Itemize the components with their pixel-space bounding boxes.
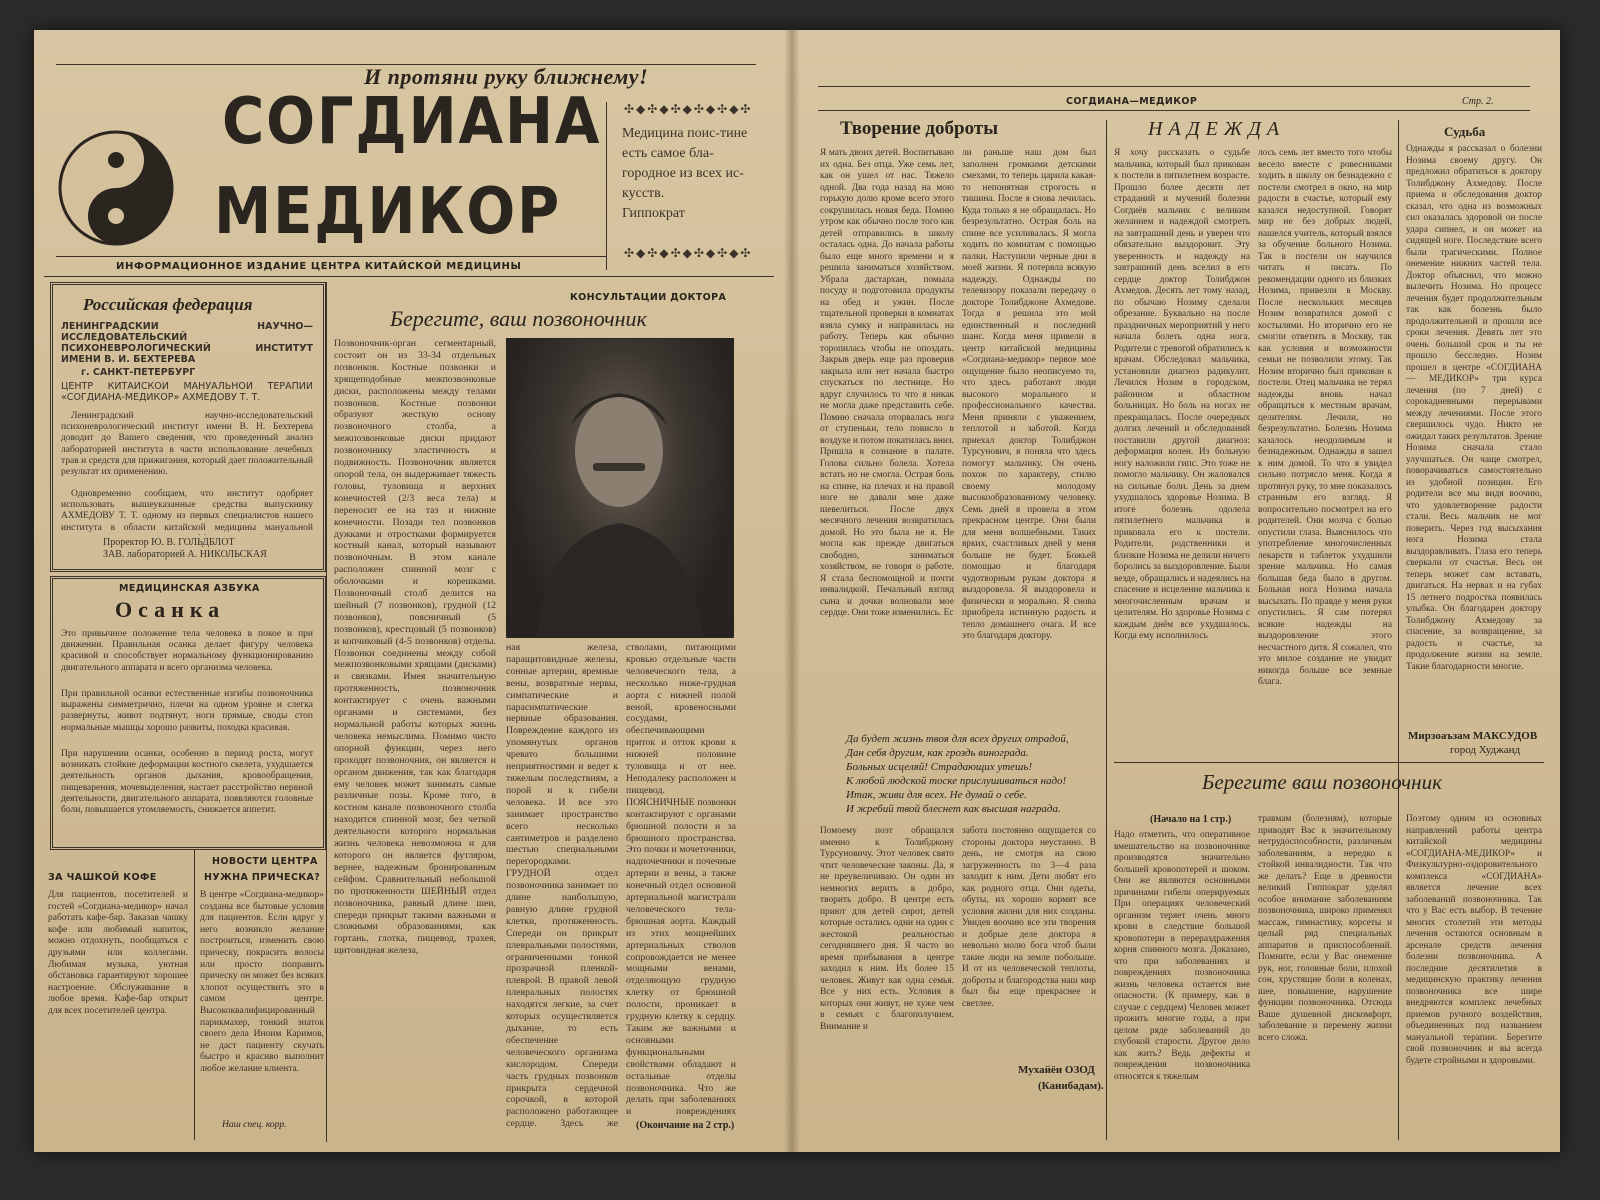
consult-title: Берегите, ваш позвоночник	[390, 306, 647, 331]
epigraph-divider	[606, 102, 607, 270]
russia-box-para-1: Ленинградский научно-исследовательский психоневрологический институт имени В. Н. Бехтерева доводит до Вашего сведения, что проведенный анализ лабораторией института в части использование лечебных трав и средств для прижигания, который дает положительный результат их применению.	[61, 411, 313, 478]
front-page	[34, 30, 786, 1152]
epigraph-ornament-bottom: ✣◆✣◆✣◆✣◆✣◆✣	[624, 246, 753, 260]
poem-line-1: Да будет жизнь твоя для всех других отрадой,	[846, 733, 1069, 745]
sudba-signature: Мирзоаъзам МАКСУДОВ	[1408, 730, 1538, 742]
news-subtitle: НУЖНА ПРИЧЕСКА?	[204, 872, 321, 883]
russia-box-city: г. САНКТ-ПЕТЕРБУРГ	[81, 367, 196, 378]
epigraph-ornament-top: ✣◆✣◆✣◆✣◆✣◆✣	[624, 102, 753, 116]
consult-col-1: Позвоночник-орган сегментарный, состоит он из 33-34 отдельных позвонков. Костные позвонки и хрящеподобные межпозвонковые диски, расположены между телами позвонков. Костные позвонки образуют жесткую основу позвоночного столба, а межпозвонковые диски придают позвоночнику эластичность и подвижность. Позвоночник является опорой тела, он выдерживает тяжесть головы, туловища и верхних конечностей (2/3 веса тела) и переносит ее на таз и нижние конечности. Позади тел позвонков дужками и отростками формируется костный канал, который называют позвоночным. В этом канале расположен спинной мозг с оболочками и корешками. Позвоночный столб делится на шейный (7 позвонков), грудной (12 позвонков), поясничный (5 позвонков), крестцовый (5 позвонков) и копчиковый (4-5 позвонков) отделы. Позвонки соединены между собой межпозвонковыми хрящами (дисками) и связками. Имея значительную протяженность, позвоночник контактирует с очень важными органами и системами, без нормальной работы которых жизнь человека немыслима. Помимо чисто опорной функции, через него проходят позвоночник, он является и органом движения, так как благодаря ему человек может занимать самые различные позы. Кроме того, в костном канале позвоночного столба находится спинной мозг, без четкой деятельности которого нормальная жизнь человека невозможна и для которого он является футляром, вернее, надежным бронированным сейфом. Сравнительный небольшой по протяженности ШЕЙНЫЙ отдел позвоночника, равный длине шеи, спереди прикрыт такими важными и сложными образованиями, как гортань, глотка, пищевод, трахея, щитовидная железа,	[334, 338, 496, 957]
newspaper-sheet	[34, 30, 1560, 1152]
russia-box-sign-1: Проректор Ю. В. ГОЛЬДБЛОТ	[103, 537, 235, 548]
russia-box-title: Российская федерация	[83, 295, 253, 314]
russia-box-recipient: ЦЕНТР КИТАЙСКОЙ МАНУАЛЬНОЙ ТЕРАПИИ «СОГДИАНА-МЕДИКОР» АХМЕДОВУ Т. Т.	[61, 381, 313, 403]
russia-box-sign-2: ЗАВ. лабораторией А. НИКОЛЬСКАЯ	[103, 549, 267, 560]
masthead-line-1: СОГДИАНА	[222, 85, 602, 159]
masthead-bottom-rule	[44, 276, 774, 277]
consult-ending: (Окончание на 2 стр.)	[636, 1120, 735, 1131]
russia-letter-box	[50, 282, 326, 572]
tvorenie-col-3: Помоему поэт обращался именно к Толибджону Турсуновичу. Этот человек свято чтит человеческие законы. Да, я не преувеличиваю. Он один из немногих верить в добро, творить добро. В центре есть приют для детей сирот, детей которые остались одни на один с жестокой реальностью сегодняшнего дня. Я часто во время прибывания в центре заходил к ним. Их более 15 человек. Живут как одна семья. Все у них есть. Условия в которых они живут, не хуже чем в семьях с благополучием. Внимание и	[820, 826, 954, 1032]
slogan: И протяни руку ближнему!	[364, 64, 649, 89]
nadezhda-col-1: Я хочу рассказать о судьбе мальчика, который был прикован к постели в пятилетнем возрасте. Прошло более десяти лет страданий и мучений болезни Согдиёв мальчик с великим желанием и надеждой смотреть на завтрашний день и уверен что обязательно выздоровит. Эту уверенность и надежду на завтрашний день вселил в его сердце доктор Толибджон Ахмедов. Десять лет тому назад, по обычаю Нозиму сделали обрезание. Буквально на после праздничных мероприятий у него начала болеть одна нога. Родители с тревогой обратились к врачам. Обследовал мальчика, установили диагноз радикулит. Лечился Нозим в городском, районном и областном больницах. Но боль на ногах не прекращалась. После очередных долгих лечений и обследований поставили другой диагноз: деформация колен. Из больную ногу наложили гипс. Это тоже не помогло мальчику. Он жаловался на сильные боли. День за днем ухудшалось здоровье Нозима. В итоге болезнь одолела пятилетнего мальчика в приковала его к постели. Родители, родственники и близкие Нозима не делили ничего боролись за выздоровление. Были везде, обращались и надеялись на спасение и исцеление мальчика к многочисленным врачам и целителям. Но здоровье Нозима с каждым днём все ухудшалось. Когда ему исполнилось	[1114, 148, 1250, 641]
sudba-place: город Худжанд	[1450, 744, 1521, 756]
beregite2-col-1: Надо отметить, что оперативное вмешательство на позвоночнике производятся значительно большей кровопотерей и шоком. Они же являются основными причинами гибели оперируемых При операциях человеческий организм теряет очень много крови в следствие большой кровопотери в перераздражения корня спинного мозга. Доказано, что при заболеваниях и повреждениях позвоночника жизнь человека остается вне опасности. (К примеру, как в случае с сердцем) Человек может прожить многие годы, а при целом ряде заболеваний до глубокой старости. Другое дело как жить? Ведь дефекты и повреждения позвоночника относятся к тяжелым	[1114, 830, 1250, 1082]
coffee-text: Для пациентов, посетителей и гостей «Согдиана-медикор» начал работать кафе-бар. Заказав чашку кофе или любимый напиток, можно отдохнуть, пообщаться с друзьями или коллегами. Любимая музыка, уютная обстановка гарантируют хорошее настроение. Обслуживание в любое время. Кафе-бар открыт для всех посетителей центра.	[48, 890, 188, 1016]
sudba-title: Судьба	[1444, 124, 1486, 139]
tvorenie-place: (Канибадам).	[1038, 1080, 1104, 1092]
tvorenie-poem	[846, 732, 1106, 816]
news-title: НОВОСТИ ЦЕНТРА	[212, 856, 318, 867]
running-head-rule-top	[818, 86, 1530, 87]
poem-line-6: И жребий твой блеснет как высшая награда.	[846, 803, 1061, 815]
page-two	[798, 30, 1560, 1152]
sudba-divider	[1398, 120, 1399, 1140]
tvorenie-col-4: забота постоянно ощущается со стороны доктора неустанно. В день, не смотря на свою загруженность по 3—4 раза заходит к ним. Дети любят его как родного отца. Они одеты, обуты, их хорошо кормят все условия жизни для них созданы. Увидев воочию все эти творения и добрые деле доктора я невольно молю бога чтоб были такие люди на земле побольше. И от их человеческой теплоты, доброты и благородства наш мир был бы еще прекраснее и светлее.	[962, 826, 1096, 1009]
news-text: В центре «Согдиана-медикор» созданы все бытовые условия для пациентов. Если вдруг у него возникло желание построиться, изменить свою прическу, покрасить волосы или просто поправить прическу он может без всяких хлопот осуществить это в самом центре. Высококвалифицированный парикмахер, тонкий знаток своего дела Иноим Каримов, не даст пациенту скучать быстро и красиво выполнит любое желание клиента.	[200, 890, 324, 1074]
azbuka-rubric: МЕДИЦИНСКАЯ АЗБУКА	[119, 583, 260, 594]
tvorenie-title: Творение доброты	[840, 118, 999, 139]
consult-col-2: ная железа, паращитовидные железы, сонные артерии, яремные вены, возвратные нервы, симпатические и парасимпатические нервные образования. Повреждение каждого из упомянутых органов чревато большими неприятностями и ведет к тяжелым последствиям, а порой и к гибели человека. И все это занимает пространство всего несколько сантиметров и разделено шестью специальными перегородками. ГРУДНОЙ отдел позвоночника занимает по длине наибольшую, равную длине грудной клетки, протяженность. Спереди он прикрыт плевральными полостями, ограниченными тонкой прозрачной пленкой-плеврой. В правой левой плевральных полостях находятся легкие, за счет которых осуществляется дыхание, то есть обеспечение человеческого организма кислородом. Спереди часть грудных позвонков прикрыта сердечной сорочкой, в которой расположено работающее сердце. Здесь же	[506, 642, 618, 1128]
tvorenie-col-1: Я мать двоих детей. Воспитываю их одна. Без отца. Уже семь лет, как он ушел от нас. Тяжело одной. Два года назад на мою горькую долю кроме всего этого сокрушилась новая беда. Помню утром как обычно после того как детей отправились в школу осталась одна. До начала работы было еще много времени и я решила заниматься хозяйством. Убрала дастархан, помыла посуду и подготовила продукты на обед и ужин. После тщательной проверки в комнатах взяла сумку и направилась на работу. Теперь как обычно торопилась чтобы не опоздать. Закрыв дверь еще раз проверив закрыла или нет начала быстро спускаться по лестнице. Но вдруг случилось то что я никак не могла даже представить себе. Помню сначала оторвалась нога от ступеньки, тело повисло в воздухе и потом покатилась вниз. Пришла в сознание в палате. Голова сильно болела. Хотела встать но не смогла. Острая боль на спине, на плечах и на правой ноге не давали мне даже шевелиться. После двух месячного лечения возвратилась домой. Но это была не я. Не могла как прежде двигаться свободно, заниматься хозяйством, не говоря о работе. Я стала беспомощной и почти инвалидкой. Печальный взгляд сына и дочки волновали мое сердце. Они тоже изменились. Ес	[820, 148, 954, 618]
doctor-portrait-icon	[507, 339, 733, 637]
beregite2-rule	[1114, 762, 1544, 763]
tvorenie-col-2: ли раньше наш дом был заполнен громкими детскими смехами, то теперь царила какая-то непонятная строгость и тишина. После я снова лечилась. Куда только я не обращалась. Но безрезультатно. Острая боль на спине все усиливалась. Я могла ходить по комнатам с помощью палки. Наступили черные дни в моей жизни. Я потеряла всякую надежду. Однажды по телевизору показали передачу о докторе Толибджоне Ахмедове. Тогда я решила это мой единственный и последний шанс. Когда меня привели в центр китайской медицины «Согдиана-медикор» первое мое ощущение было неописуемо то, что здесь работают люди высокого морального и профессионального качества. Меня приняли с уважением, теплотой и заботой. Когда приехал доктор Толибджон Турсунович, я поняла что здесь помогут мальчику. Он очень похож по характеру, стилю своему молодому высокообразованному человеку. Семь дней я провела в этом прекрасном центре. Они были для меня волшебными. Таких ярких, счастливых дней у меня больше не будет. Божьей помощью и благодаря чудотворным рукам доктора я выздоровела. Я выздоровела и физически и морально. Я снова приобрела истинную радость и тепло домашнего очага. И все это благодаря доктору.	[962, 148, 1096, 641]
beregite2-col-3: Поэтому одним из основных направлений работы центра китайской медицины «СОГДИАНА-МЕДИКОР» и Физкультурно-оздоровительного комплекса «СОГДИАНА» является лечение всех заболеваний позвоночника. Так что у Вас есть выбор. В течение многих столетий эти методы лечения остаются основным в арсенале средств лечения болезни позвоночника. А последние десятилетия в медицинскую практику лечения позвоночника все шире внедряются комплекс лечебных приемов ручного воздействия, объединенных под названием мануальной терапии. Берегите свой позвоночник и вы всегда будете стройными и здоровыми.	[1406, 814, 1542, 1066]
beregite2-col-2: травмам (болезням), которые приводят Вас к значительному нетрудоспособности, различным заболеваниям, а нередко к стойкой инвалидности. Так что же делать? Еще в древности великий Гиппократ уделял особое внимание заболеваниям позвоночника, широко применял массаж, гимнастику, корсеты и целый ряд специальных аппаратов и приспособлений. Помните, если у Вас онемение рук, ног, головные боли, плохой сон, хрустящие боли в коленах, шее, повышение, нарушение функции позвоночника. Отсюда Ваше душевной дискомфорт, заболевание и перемену жизни всего сложа.	[1258, 814, 1392, 1043]
masthead-subtitle: ИНФОРМАЦИОННОЕ ИЗДАНИЕ ЦЕНТРА КИТАЙСКОЙ МЕДИЦИНЫ	[116, 261, 522, 272]
yin-yang-icon	[56, 128, 176, 248]
beregite2-start-note: (Начало на 1 стр.)	[1150, 814, 1232, 825]
news-sign: Наш спец. корр.	[222, 1120, 287, 1130]
running-head: СОГДИАНА—МЕДИКОР	[1066, 96, 1198, 107]
poem-line-2: Дан себя другим, как гроздь винограда.	[846, 747, 1029, 759]
doctor-photo	[506, 338, 734, 638]
yin-yang-logo	[56, 128, 176, 248]
russia-box-addressee: ЛЕНИНГРАДСКИЙ НАУЧНО—ИССЛЕДОВАТЕЛЬСКИЙ ПСИХОНЕВРОЛОГИЧЕСКИЙ ИНСТИТУТ ИМЕНИ В. И. БЕХТЕРЕВА	[61, 321, 313, 365]
poem-line-5: Итак, живи для всех. Не думай о себе.	[846, 789, 1027, 801]
consult-col-3: стволами, питающими кровью отдельные части человеческого тела, а несколько ниже-грудная аорта с нижней полой веной, кровеносными сосудами, обеспечивающими приток и отток крови к нижней половине туловища и от нее. Неподалеку расположен и пищевод. ПОЯСНИЧНЫЕ позвонки контактируют с органами брюшной полости и за брюшного пространства. Это почки и мочеточники, надпочечники и почечные артерии и вены, а также конечный отдел основной артериальной магистрали человеческого тела-брюшная аорта. Каждый из этих мощнейших артериальных стволов сопровождается не менее мощными венами, отделяющую грудную клетку от брюшной полости, проникает в грудную клетку к сердцу. Таким же важными и основными функциональными свойствами обладают и остальные отделы позвоночника. Что же делать при заболеваниях и повреждениях	[626, 642, 736, 1118]
poem-line-3: Больных исцеляй! Страдающих утешь!	[846, 761, 1033, 773]
page-number: Стр. 2.	[1462, 96, 1494, 107]
coffee-title: ЗА ЧАШКОЙ КОФЕ	[48, 872, 157, 883]
azbuka-title: Осанка	[115, 597, 226, 622]
running-head-rule-bottom	[818, 110, 1530, 111]
masthead-line-2: МЕДИКОР	[214, 175, 562, 249]
poem-line-4: К любой людской тоске прислушиваться надо!	[846, 775, 1067, 787]
consult-rubric: КОНСУЛЬТАЦИИ ДОКТОРА	[570, 292, 727, 303]
russia-box-para-2: Одновременно сообщаем, что институт одобряет использовать вышеуказанные средства выпускнику АХМЕДОВУ Т. Т. одному из первых специалистов нашего института в области китайской медицины мануальной	[61, 489, 313, 533]
azbuka-para-3: При нарушении осанки, особенно в период роста, могут возникать стойкие деформации костного скелета, ухудшается деятельность органов дыхания, кровообращения, пищеварения, мочевыделения, настает расстройство нервной деятельности, двигательного аппарата, появляются головные боли, повышается утомляемость, снижается аппетит.	[61, 749, 313, 816]
beregite2-title: Берегите ваш позвоночник	[1202, 770, 1442, 794]
right-col-divider	[1106, 120, 1107, 1140]
left-col-divider	[326, 282, 327, 1142]
coffee-news-divider	[194, 850, 195, 1140]
sudba-text: Однажды я рассказал о болезни Нозима своему другу. Он предложил обратиться к доктору Толибджону Ахмедову. После приема и обследования доктор сказал, что одна из возможных сил оказалась здоровой он после удара сипнел, и он может на сидящей ноге. Последствие всего были трагическими. Полное онемение нижних частей тела. Доктор объяснил, что можно вылечить Нозима. Но процесс лечения будет продолжительным так как болезнь было продолжительной и прошли все сроки лечения. Девять лет это очень большой срок и ты не прошло бесследно. Нозим прошел в центре «СОГДИАНА — МЕДИКОР» три курса лечения (по 7 дней) с сорокадневными перерывами между лечениями. После этого свершилось чудо. Никто не ожидал таких результатов. Зрение Нозима сначала стало улучшаться. Он чаще смотрел, поворачиваться самостоятельно из удобной позиции. Его родители все мы видя воочию, что удовлетворение радости стали. Весь мальчик не мог поверить. Через год высыхания нога Нозима стала выздоравливать. Глаза его теперь сверкали от счастья. Весь он теперь может сам вставать, двигаться. На нервах и на губах 15 летнего подростка появилась улыбка. Он благодарен доктору Толибджону Ахмедову за спасение, за возвращение, за радость и счастье, за продолжение жизни на земле. Такие благодарности многие.	[1406, 144, 1542, 672]
azbuka-para-1: Это привычное положение тела человека в покое и при движении. Правильная осанка делает фигуру человека красивой и способствует нормальному функционированию двигательного аппарата и всего организма человека.	[61, 629, 313, 673]
azbuka-box	[50, 576, 326, 850]
azbuka-para-2: При правильной осанки естественные изгибы позвоночника выражены симметрично, плечи на одном уровне и слегка развернуты, живот подтянут, ноги прямые, своды стоп нормальные мышцы хорошо развиты, походка красивая.	[61, 689, 313, 733]
tvorenie-signature: Мухайёи ОЗОД	[1018, 1064, 1095, 1076]
epigraph-text: Медицина поис-тине есть самое бла-городное из всех ис-кусств.	[622, 126, 748, 201]
nadezhda-col-2: лось семь лет вместо того чтобы весело вместе с ровесниками ходить в школу он безнадежно с постели смотрел в окно, на мир радости в счастье, который ему казался недоступной. Говорят мир не без добрых людей, нашелся учитель, который взялся за обучение больного Нозима. Так в постели он научился читать и писать. По рекомендации одного из близких Нозима, привезли в Москву. После нескольких месяцев Нозим возвратился домой с костылями. Но вторично его не смогли ответить в Москву, так как условия и возможности семьи не позволили этому. Так Нозим вторично был прикован к постели. Отец мальчика не терял надежды вновь начал обращаться к местным врачам, целителям. Лечили, но безрезультатно. Болезнь Нозима казалось неодолимым и безнадежным. Однажды я зашел к ним домой. То что я увидел сильно потрясло меня. Когда я протянул руку, то мне показалось странным его взгляд. Я вопросительно посмотрел на его родителей. Они молча с болью опустили глаза. Выяснилось что употребление многочисленных лекарств и таблеток ухудшили зрение мальчика. Но самая большая беда было в другом. Больная нога Нозима начала высыхать. По правде у меня руки опустились. Я сам потерял всякие надежды на выздоровление этого несчастного дитя. Я сожалел, что это милое создание не увидит никогда больше все земные блага.	[1258, 148, 1392, 687]
epigraph-author: Гиппократ	[622, 206, 685, 221]
nadezhda-title: НАДЕЖДА	[1148, 118, 1286, 140]
masthead-rule	[56, 256, 606, 257]
